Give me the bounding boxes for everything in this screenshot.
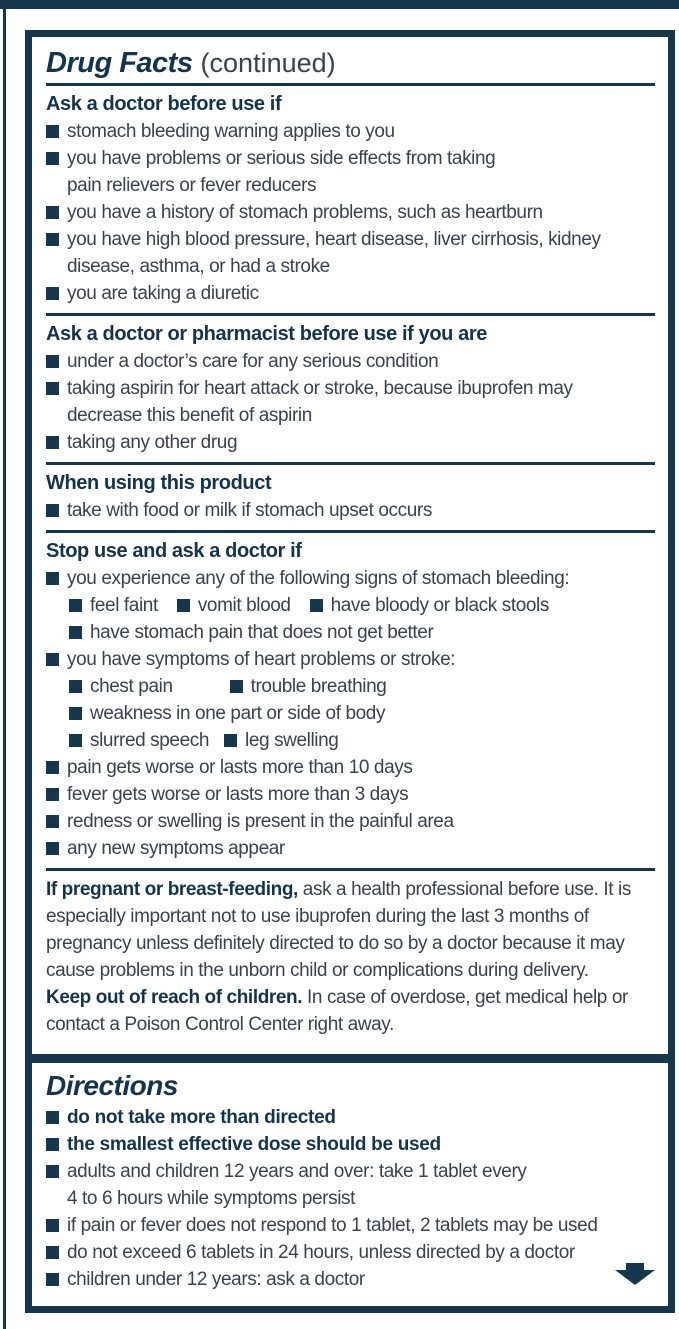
keep-out-of-reach-lead: Keep out of reach of children. (46, 987, 303, 1008)
section-rule (46, 462, 655, 465)
pregnancy-warning-lead: If pregnant or breast-feeding, (46, 879, 298, 900)
keep-out-of-reach-text: In case of overdose, get medical help or (302, 987, 628, 1008)
list-item (46, 348, 655, 375)
list-item (46, 375, 655, 402)
list-item-text: if pain or fever does not respond to 1 tablet, 2 tablets may be used (67, 1215, 598, 1236)
pregnancy-warning-line: especially important not to use ibuprofen during the last 3 months of (46, 906, 589, 927)
list-item-text: pain gets worse or lasts more than 10 days (67, 757, 413, 778)
list-item-text: you have problems or serious side effects from taking (67, 148, 496, 169)
list-item (46, 808, 655, 835)
list-item-text: chest pain (90, 676, 173, 697)
list-item (46, 754, 655, 781)
list-item (69, 700, 655, 727)
title-continued: (continued) (200, 48, 336, 78)
bullet-square-icon (46, 504, 59, 517)
bullet-square-icon (69, 626, 82, 639)
bullet-square-icon (46, 125, 59, 138)
bullet-square-icon (46, 152, 59, 165)
list-item-text: taking any other drug (67, 432, 238, 453)
list-item-continuation (46, 253, 655, 280)
bullet-square-icon (46, 653, 59, 666)
drug-facts-label (25, 30, 675, 1313)
pregnancy-warning-line: cause problems in the unborn child or complications during delivery. (46, 960, 589, 981)
list-item-text: pain relievers or fever reducers (67, 175, 317, 196)
list-item (46, 145, 655, 172)
list-item (46, 429, 655, 456)
pregnancy-warning-text: ask a health professional before use. It is (297, 879, 631, 900)
list-item-text: 4 to 6 hours while symptoms persist (67, 1188, 356, 1209)
list-item-text: you experience any of the following signs of stomach bleeding: (67, 568, 570, 589)
list-item-text: you have symptoms of heart problems or stroke: (67, 649, 456, 670)
bullet-square-icon (46, 1273, 59, 1286)
list-item (46, 1158, 655, 1185)
bullet-square-icon (46, 233, 59, 246)
list-item-text: the smallest effective dose should be used (67, 1134, 441, 1155)
list-item-text: adults and children 12 years and over: take 1 tablet every (67, 1161, 527, 1182)
keep-out-of-reach-line: contact a Poison Control Center right away. (46, 1014, 394, 1035)
list-item-text: disease, asthma, or had a stroke (67, 256, 330, 277)
list-item (46, 565, 655, 592)
list-item-text: slurred speech (90, 730, 210, 751)
list-item (46, 781, 655, 808)
list-item-text: do not take more than directed (67, 1107, 336, 1128)
bullet-square-icon (46, 355, 59, 368)
list-item (46, 118, 655, 145)
list-item-text: take with food or milk if stomach upset occurs (67, 500, 432, 521)
bullet-square-icon (46, 1111, 59, 1124)
bullet-square-icon (230, 680, 243, 693)
bullet-square-icon (69, 680, 82, 693)
list-item-text: decrease this benefit of aspirin (67, 405, 312, 426)
bullet-square-icon (69, 599, 82, 612)
list-item (46, 280, 655, 307)
section-rule (46, 868, 655, 871)
bullet-square-icon (46, 287, 59, 300)
label-edge-left (3, 9, 6, 1329)
list-item-text: redness or swelling is present in the painful area (67, 811, 454, 832)
list-item (69, 619, 655, 646)
title-drug-facts: Drug Facts (46, 47, 193, 79)
list-item (46, 199, 655, 226)
list-item-text: you have high blood pressure, heart disease, liver cirrhosis, kidney (67, 229, 601, 250)
list-item-text: fever gets worse or lasts more than 3 days (67, 784, 409, 805)
bullet-square-icon (46, 788, 59, 801)
list-item (46, 226, 655, 253)
list-item-text: you are taking a diuretic (67, 283, 259, 304)
heading-stop-use: Stop use and ask a doctor if (46, 540, 302, 562)
list-item-text: under a doctor’s care for any serious condition (67, 351, 439, 372)
list-item-text: you have a history of stomach problems, such as heartburn (67, 202, 543, 223)
continue-down-arrow-icon (615, 1263, 655, 1290)
bullet-square-icon (46, 1165, 59, 1178)
list-item-continuation (46, 172, 655, 199)
heading-ask-doctor: Ask a doctor before use if (46, 93, 282, 115)
bullet-square-icon (46, 761, 59, 774)
list-item-text: leg swelling (245, 730, 339, 751)
list-item-text: have bloody or black stools (330, 595, 549, 616)
list-item-text: feel faint (90, 595, 158, 616)
list-item (46, 1104, 655, 1131)
list-item (46, 497, 655, 524)
bullet-square-icon (46, 572, 59, 585)
pregnancy-warning-line: pregnancy unless definitely directed to do so by a doctor because it may (46, 933, 625, 954)
list-item-continuation (46, 1185, 655, 1212)
list-item-text: vomit blood (197, 595, 291, 616)
list-item-text: any new symptoms appear (67, 838, 285, 859)
bullet-square-icon (46, 1246, 59, 1259)
bullet-square-icon (224, 734, 237, 747)
section-rule (46, 313, 655, 316)
page-title (46, 45, 655, 81)
list-item-text: taking aspirin for heart attack or stroke, because ibuprofen may (67, 378, 573, 399)
bullet-square-icon (69, 707, 82, 720)
bullet-square-icon (46, 1219, 59, 1232)
bullet-square-icon (69, 734, 82, 747)
bullet-square-icon (46, 436, 59, 449)
bullet-square-icon (46, 382, 59, 395)
directions-title: Directions (46, 1070, 178, 1101)
list-item-text: children under 12 years: ask a doctor (67, 1269, 365, 1290)
list-item (46, 646, 655, 673)
heading-when-using: When using this product (46, 472, 272, 494)
list-item-continuation (46, 402, 655, 429)
bullet-square-icon (177, 599, 190, 612)
drug-facts-continued-section (32, 37, 668, 1054)
bullet-square-icon (46, 842, 59, 855)
list-item (46, 1131, 655, 1158)
pregnancy-warning-line (46, 876, 655, 903)
bullet-square-icon (46, 815, 59, 828)
label-edge-top (0, 0, 679, 9)
list-item-text: do not exceed 6 tablets in 24 hours, unless directed by a doctor (67, 1242, 575, 1263)
list-item (46, 1239, 655, 1266)
list-item-text: have stomach pain that does not get better (90, 622, 434, 643)
list-item-text: weakness in one part or side of body (90, 703, 386, 724)
symptom-inline-row (69, 727, 655, 754)
list-item (46, 1212, 655, 1239)
directions-section (32, 1063, 668, 1306)
list-item-text: trouble breathing (250, 676, 387, 697)
section-divider (32, 1054, 668, 1063)
list-item (46, 835, 655, 862)
symptom-inline-row (69, 673, 655, 700)
list-item (46, 1266, 655, 1293)
title-underline (46, 83, 655, 86)
bullet-square-icon (46, 206, 59, 219)
section-rule (46, 530, 655, 533)
bullet-square-icon (46, 1138, 59, 1151)
bullet-square-icon (310, 599, 323, 612)
list-item-text: stomach bleeding warning applies to you (67, 121, 395, 142)
heading-ask-pharmacist: Ask a doctor or pharmacist before use if you are (46, 323, 487, 345)
symptom-inline-row (69, 592, 655, 619)
keep-out-of-reach-line (46, 984, 655, 1011)
